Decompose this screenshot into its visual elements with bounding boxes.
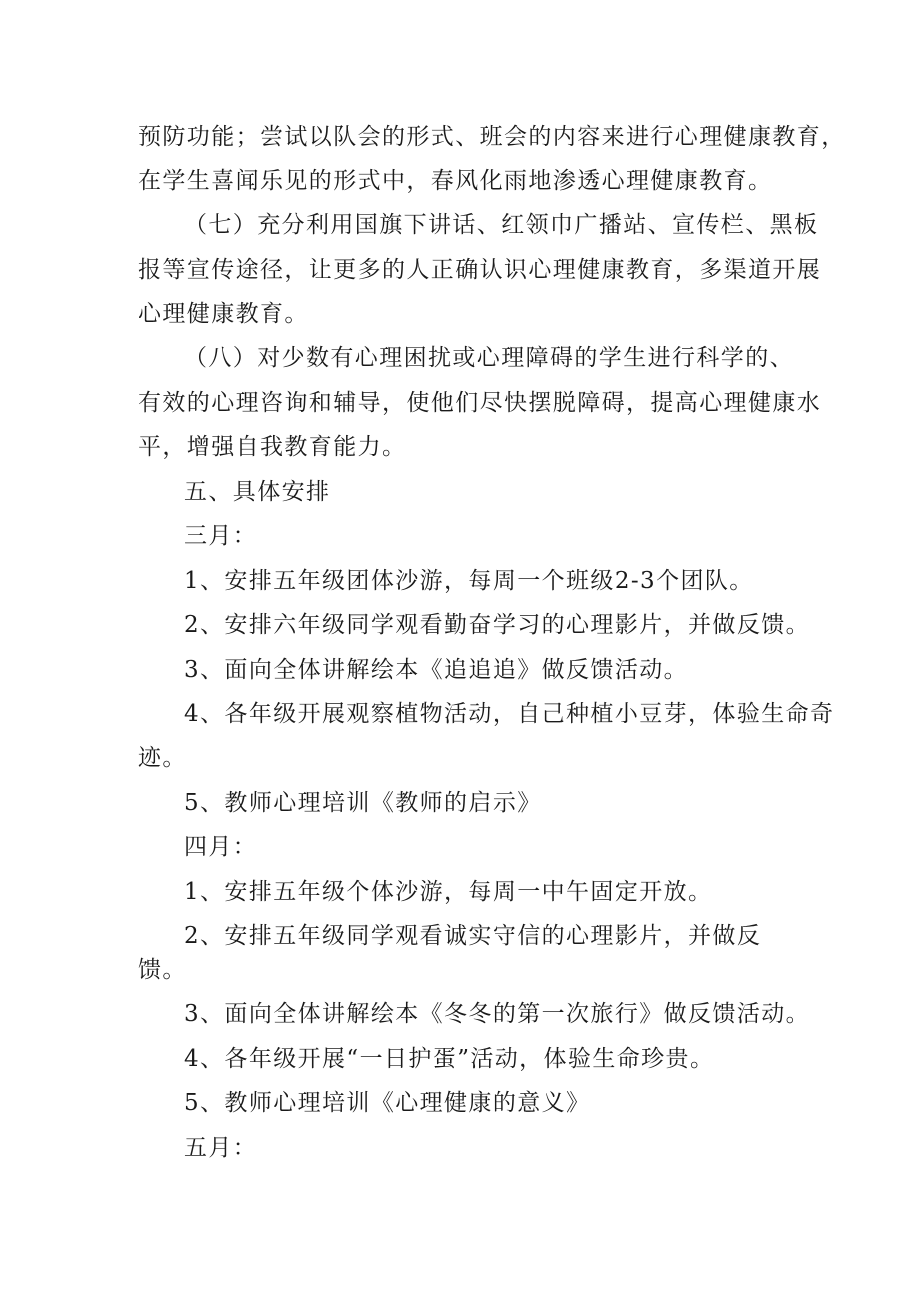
month-heading: 五月： xyxy=(184,1135,258,1161)
paragraph-line: 心理健康教育。 xyxy=(138,301,309,327)
list-item: 5、教师心理培训《教师的启示》 xyxy=(184,790,542,816)
list-item: 5、教师心理培训《心理健康的意义》 xyxy=(184,1090,591,1116)
list-item: 2、安排五年级同学观看诚实守信的心理影片，并做反 xyxy=(184,923,762,949)
list-item: 4、各年级开展“一日护蛋”活动，体验生命珍贵。 xyxy=(184,1046,715,1072)
list-item-continuation: 馈。 xyxy=(138,957,187,983)
paragraph-line: 平，增强自我教育能力。 xyxy=(138,434,407,460)
paragraph-line: 在学生喜闻乐见的形式中，春风化雨地渗透心理健康教育。 xyxy=(138,168,773,194)
section-heading: 五、具体安排 xyxy=(184,479,331,505)
list-item: 4、各年级开展观察植物活动，自己种植小豆芽，体验生命奇 xyxy=(184,701,835,727)
paragraph-line: （八）对少数有心理困扰或心理障碍的学生进行科学的、 xyxy=(184,345,794,371)
paragraph-line: （七）充分利用国旗下讲话、红领巾广播站、宣传栏、黑板 xyxy=(184,212,819,238)
list-item-continuation: 迹。 xyxy=(138,745,187,771)
month-heading: 四月： xyxy=(184,834,258,860)
paragraph-line: 报等宣传途径，让更多的人正确认识心理健康教育，多渠道开展 xyxy=(138,257,822,283)
paragraph-line: 有效的心理咨询和辅导，使他们尽快摆脱障碍，提高心理健康水 xyxy=(138,390,822,416)
list-item: 3、面向全体讲解绘本《追追追》做反馈活动。 xyxy=(184,657,689,683)
month-heading: 三月： xyxy=(184,523,258,549)
list-item: 3、面向全体讲解绘本《冬冬的第一次旅行》做反馈活动。 xyxy=(184,1001,811,1027)
list-item: 2、安排六年级同学观看勤奋学习的心理影片，并做反馈。 xyxy=(184,612,811,638)
list-item: 1、安排五年级团体沙游，每周一个班级2-3个团队。 xyxy=(184,568,754,594)
paragraph-line: 预防功能；尝试以队会的形式、班会的内容来进行心理健康教育， xyxy=(138,124,846,150)
list-item: 1、安排五年级个体沙游，每周一中午固定开放。 xyxy=(184,879,713,905)
